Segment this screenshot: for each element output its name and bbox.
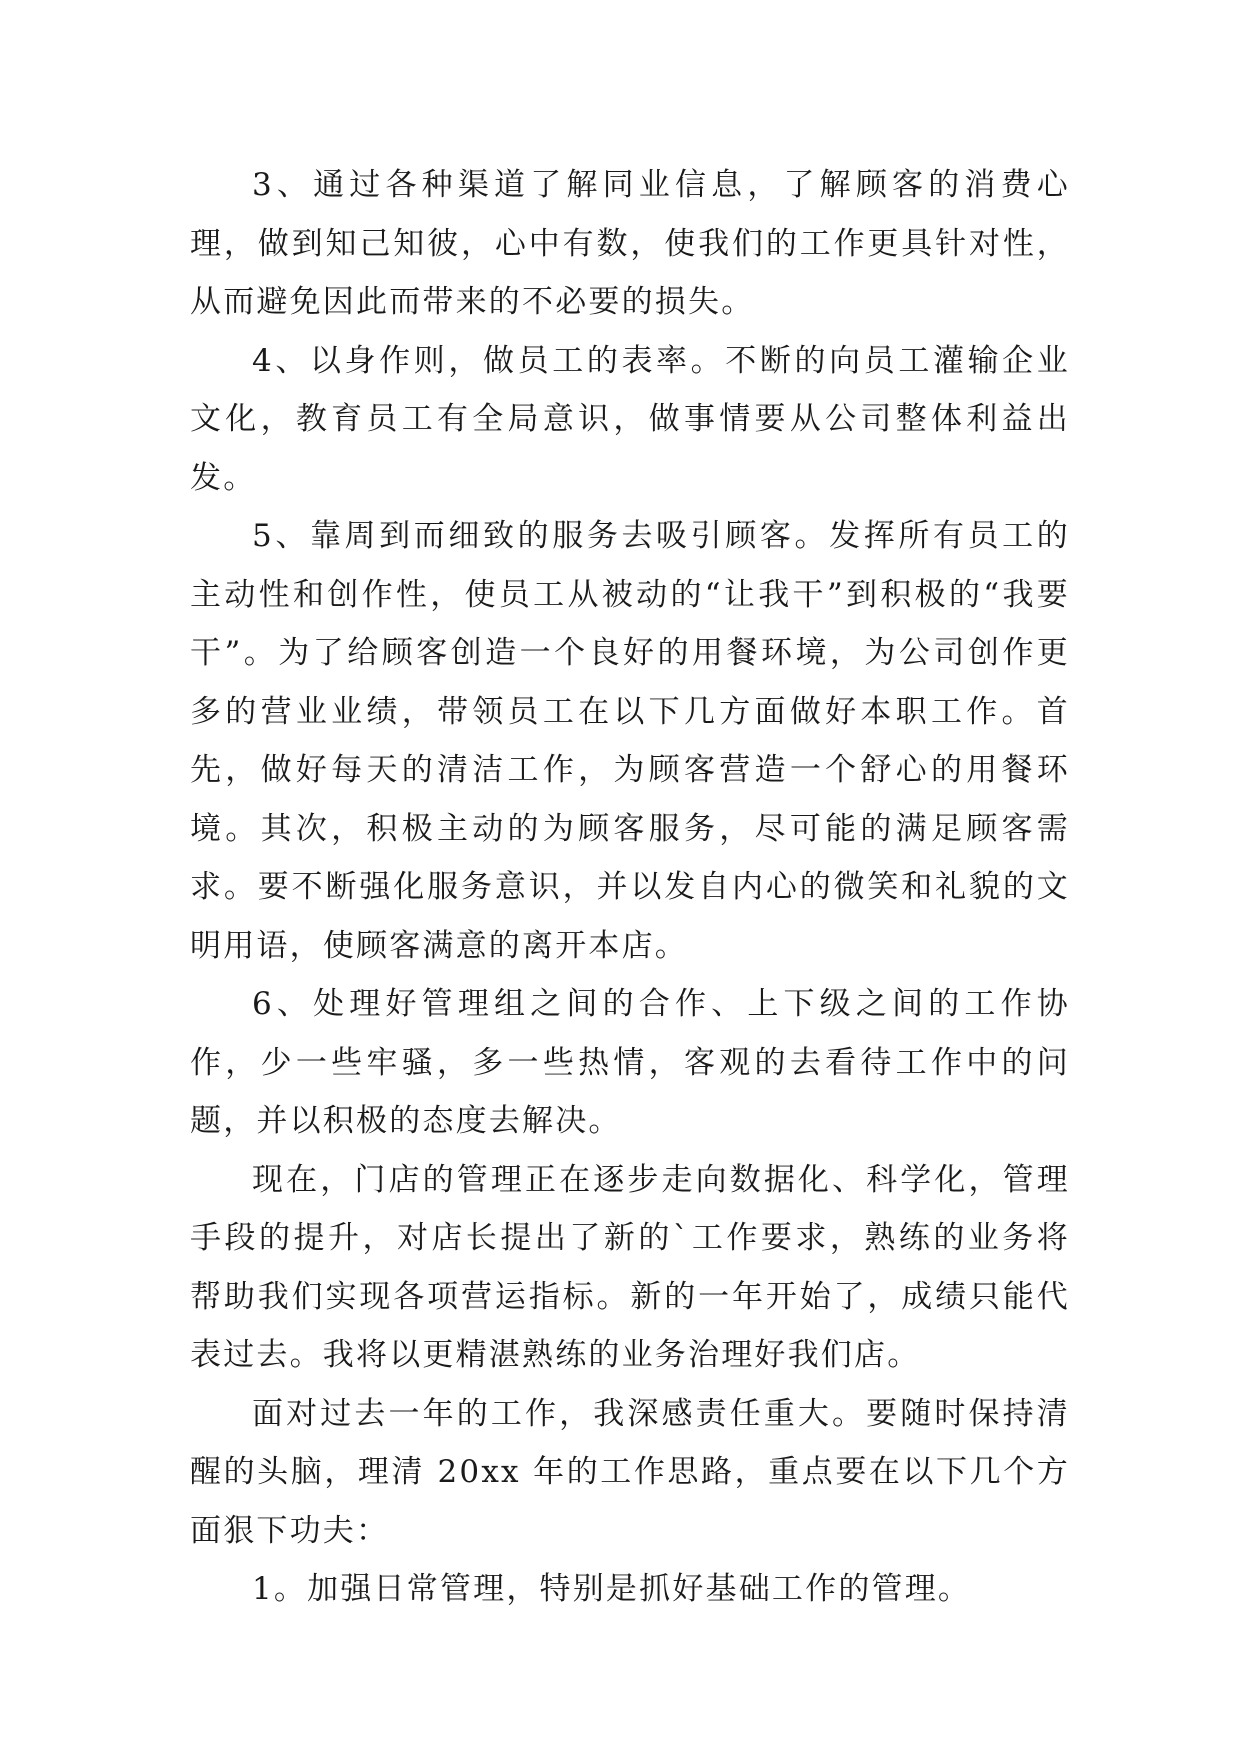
paragraph-item-3: 3、通过各种渠道了解同业信息，了解顾客的消费心理，做到知己知彼，心中有数，使我们的工作更具针对性，从而避免因此而带来的不必要的损失。	[190, 167, 1070, 320]
paragraph-item-6: 6、处理好管理组之间的合作、上下级之间的工作协作，少一些牢骚，多一些热情，客观的去看待工作中的问题，并以积极的态度去解决。	[190, 986, 1070, 1139]
paragraph-current-status: 现在，门店的管理正在逐步走向数据化、科学化，管理手段的提升，对店长提出了新的`工作要求，熟练的业务将帮助我们实现各项营运指标。新的一年开始了，成绩只能代表过去。我将以更精湛熟练的业务治理好我们店。	[190, 1161, 1070, 1373]
paragraph-item-1: 1。加强日常管理，特别是抓好基础工作的管理。	[252, 1571, 972, 1607]
paragraph-outlook: 面对过去一年的工作，我深感责任重大。要随时保持清醒的头脑，理清 20xx 年的工作思路，重点要在以下几个方面狠下功夫：	[190, 1395, 1070, 1549]
paragraph-item-5: 5、靠周到而细致的服务去吸引顾客。发挥所有员工的主动性和创作性，使员工从被动的“让我干”到积极的“我要干”。为了给顾客创造一个良好的用餐环境，为公司创作更多的营业业绩，带领员工在以下几方面做好本职工作。首先，做好每天的清洁工作，为顾客营造一个舒心的用餐环境。其次，积极主动的为顾客服务，尽可能的满足顾客需求。要不断强化服务意识，并以发自内心的微笑和礼貌的文明用语，使顾客满意的离开本店。	[190, 518, 1070, 964]
document-body	[190, 156, 1070, 1619]
paragraph-item-4: 4、以身作则，做员工的表率。不断的向员工灌输企业文化，教育员工有全局意识，做事情要从公司整体利益出发。	[190, 342, 1070, 496]
